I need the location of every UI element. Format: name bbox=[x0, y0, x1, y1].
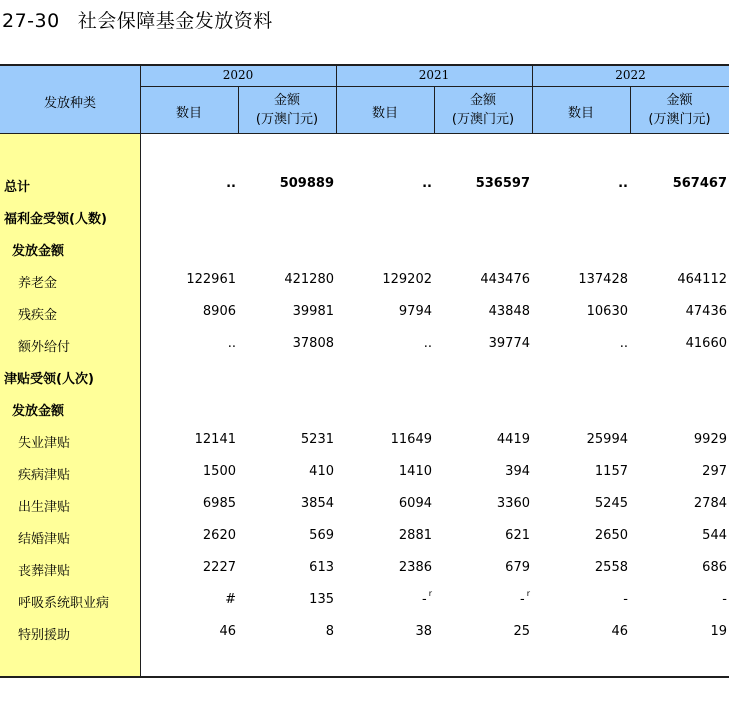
table-cell: 443476 bbox=[480, 272, 530, 287]
table-row bbox=[0, 172, 729, 196]
table-cell: 129202 bbox=[382, 272, 432, 287]
amount-label: 金额 bbox=[273, 93, 300, 108]
table-cell: 46 bbox=[219, 624, 236, 639]
table-cell: .. bbox=[226, 176, 236, 191]
table-row bbox=[0, 364, 729, 388]
table-row bbox=[0, 556, 729, 580]
page-title bbox=[2, 6, 273, 33]
table-bottom-border bbox=[0, 676, 729, 678]
count-header-2022: 数目 bbox=[567, 106, 594, 121]
year-2020-header: 2020 bbox=[222, 68, 254, 82]
row-label: 发放金额 bbox=[12, 404, 65, 419]
table-cell: 2227 bbox=[202, 560, 236, 575]
table-cell: 297 bbox=[702, 464, 727, 479]
table-cell: 43848 bbox=[488, 304, 530, 319]
row-label: 呼吸系统职业病 bbox=[18, 596, 110, 611]
table-cell: - $^r$ bbox=[520, 589, 530, 607]
year-2021-header: 2021 bbox=[418, 68, 450, 82]
count-header-2020: 数目 bbox=[175, 106, 202, 121]
count-header-2021: 数目 bbox=[371, 106, 398, 121]
table-cell: 544 bbox=[702, 528, 727, 543]
row-label: 残疾金 bbox=[18, 308, 58, 323]
row-label: 失业津贴 bbox=[18, 436, 71, 451]
table-cell: 19 bbox=[710, 624, 727, 639]
table-cell: 679 bbox=[505, 560, 530, 575]
table-cell: 38 bbox=[415, 624, 432, 639]
amount-header-2022 bbox=[630, 91, 729, 129]
table-cell: 569 bbox=[309, 528, 334, 543]
table-cell: 536597 bbox=[475, 176, 530, 191]
table-row bbox=[0, 620, 729, 644]
table-cell: 39981 bbox=[292, 304, 334, 319]
table-cell: 9794 bbox=[398, 304, 432, 319]
amount-header-2021 bbox=[434, 91, 532, 129]
table-cell: 46 bbox=[611, 624, 628, 639]
table-cell: # bbox=[225, 592, 236, 607]
row-label: 丧葬津贴 bbox=[18, 564, 71, 579]
table-row bbox=[0, 460, 729, 484]
row-label: 出生津贴 bbox=[18, 500, 71, 515]
table-cell: 12141 bbox=[194, 432, 236, 447]
table-cell: 9929 bbox=[693, 432, 727, 447]
table-cell: - bbox=[722, 592, 727, 607]
table-row bbox=[0, 268, 729, 292]
table-cell: 686 bbox=[702, 560, 727, 575]
table-code: 27-30 bbox=[2, 10, 60, 32]
table-cell: .. bbox=[618, 176, 628, 191]
row-label: 津贴受领(人次) bbox=[4, 372, 94, 387]
amount-label: 金额 bbox=[469, 93, 496, 108]
table-cell: .. bbox=[422, 176, 432, 191]
table-row bbox=[0, 588, 729, 612]
table-cell: - bbox=[623, 592, 628, 607]
amount-unit: (万澳门元) bbox=[451, 112, 515, 127]
row-label: 特别援助 bbox=[18, 628, 71, 643]
amount-header-2020 bbox=[238, 91, 336, 129]
year-2022-header: 2022 bbox=[615, 68, 646, 82]
table-cell: 11649 bbox=[390, 432, 432, 447]
table-cell: 2650 bbox=[594, 528, 628, 543]
table-row bbox=[0, 300, 729, 324]
table-cell: 2558 bbox=[594, 560, 628, 575]
table-cell: 25 bbox=[513, 624, 530, 639]
table-cell: 2620 bbox=[202, 528, 236, 543]
row-label-header: 发放种类 bbox=[43, 96, 96, 111]
table-cell: 41660 bbox=[685, 336, 727, 351]
table-cell: 613 bbox=[309, 560, 334, 575]
table-cell: .. bbox=[227, 336, 236, 351]
table-row bbox=[0, 428, 729, 452]
row-label: 发放金额 bbox=[12, 244, 65, 259]
table-cell: 6094 bbox=[398, 496, 432, 511]
revised-flag: r bbox=[526, 589, 530, 598]
table-cell: 37808 bbox=[292, 336, 334, 351]
row-label: 总计 bbox=[4, 180, 31, 195]
table-cell: 567467 bbox=[672, 176, 727, 191]
table-cell: 1157 bbox=[594, 464, 628, 479]
table-row bbox=[0, 492, 729, 516]
table-cell: 1500 bbox=[202, 464, 236, 479]
table-cell: 2386 bbox=[398, 560, 432, 575]
table-cell: 10630 bbox=[586, 304, 628, 319]
table-cell: 509889 bbox=[279, 176, 334, 191]
table-row bbox=[0, 524, 729, 548]
table-cell: 3854 bbox=[300, 496, 334, 511]
table-cell: 8906 bbox=[202, 304, 236, 319]
table-cell: 1410 bbox=[398, 464, 432, 479]
table-cell: 4419 bbox=[496, 432, 530, 447]
amount-unit: (万澳门元) bbox=[648, 112, 711, 127]
table-row bbox=[0, 204, 729, 228]
table-cell: 8 bbox=[325, 624, 334, 639]
table-cell: 2784 bbox=[693, 496, 727, 511]
table-cell: 135 bbox=[309, 592, 334, 607]
table-cell: 122961 bbox=[186, 272, 236, 287]
table-cell: 464112 bbox=[677, 272, 727, 287]
table-cell: - $^r$ bbox=[422, 589, 432, 607]
table-cell: 394 bbox=[505, 464, 530, 479]
revised-flag: r bbox=[428, 589, 432, 598]
table-cell: 137428 bbox=[578, 272, 628, 287]
table-cell: 621 bbox=[505, 528, 530, 543]
table-row bbox=[0, 332, 729, 356]
amount-unit: (万澳门元) bbox=[255, 112, 319, 127]
row-label: 结婚津贴 bbox=[18, 532, 71, 547]
table-cell: .. bbox=[619, 336, 628, 351]
row-label: 疾病津贴 bbox=[18, 468, 71, 483]
amount-label: 金额 bbox=[666, 93, 693, 108]
table-cell: 39774 bbox=[488, 336, 530, 351]
table-cell: 5245 bbox=[594, 496, 628, 511]
row-label: 额外给付 bbox=[18, 340, 71, 355]
table-header bbox=[0, 64, 729, 134]
row-label: 养老金 bbox=[18, 276, 58, 291]
table-cell: 2881 bbox=[398, 528, 432, 543]
table-cell: .. bbox=[423, 336, 432, 351]
table-row bbox=[0, 236, 729, 260]
table-cell: 410 bbox=[309, 464, 334, 479]
table-cell: 5231 bbox=[300, 432, 334, 447]
row-label: 福利金受领(人数) bbox=[4, 212, 107, 227]
table-title: 社会保障基金发放资料 bbox=[77, 10, 273, 32]
table-cell: 25994 bbox=[586, 432, 628, 447]
table-cell: 421280 bbox=[284, 272, 334, 287]
table-row bbox=[0, 396, 729, 420]
table-cell: 6985 bbox=[202, 496, 236, 511]
table-cell: 3360 bbox=[496, 496, 530, 511]
table-cell: 47436 bbox=[685, 304, 727, 319]
